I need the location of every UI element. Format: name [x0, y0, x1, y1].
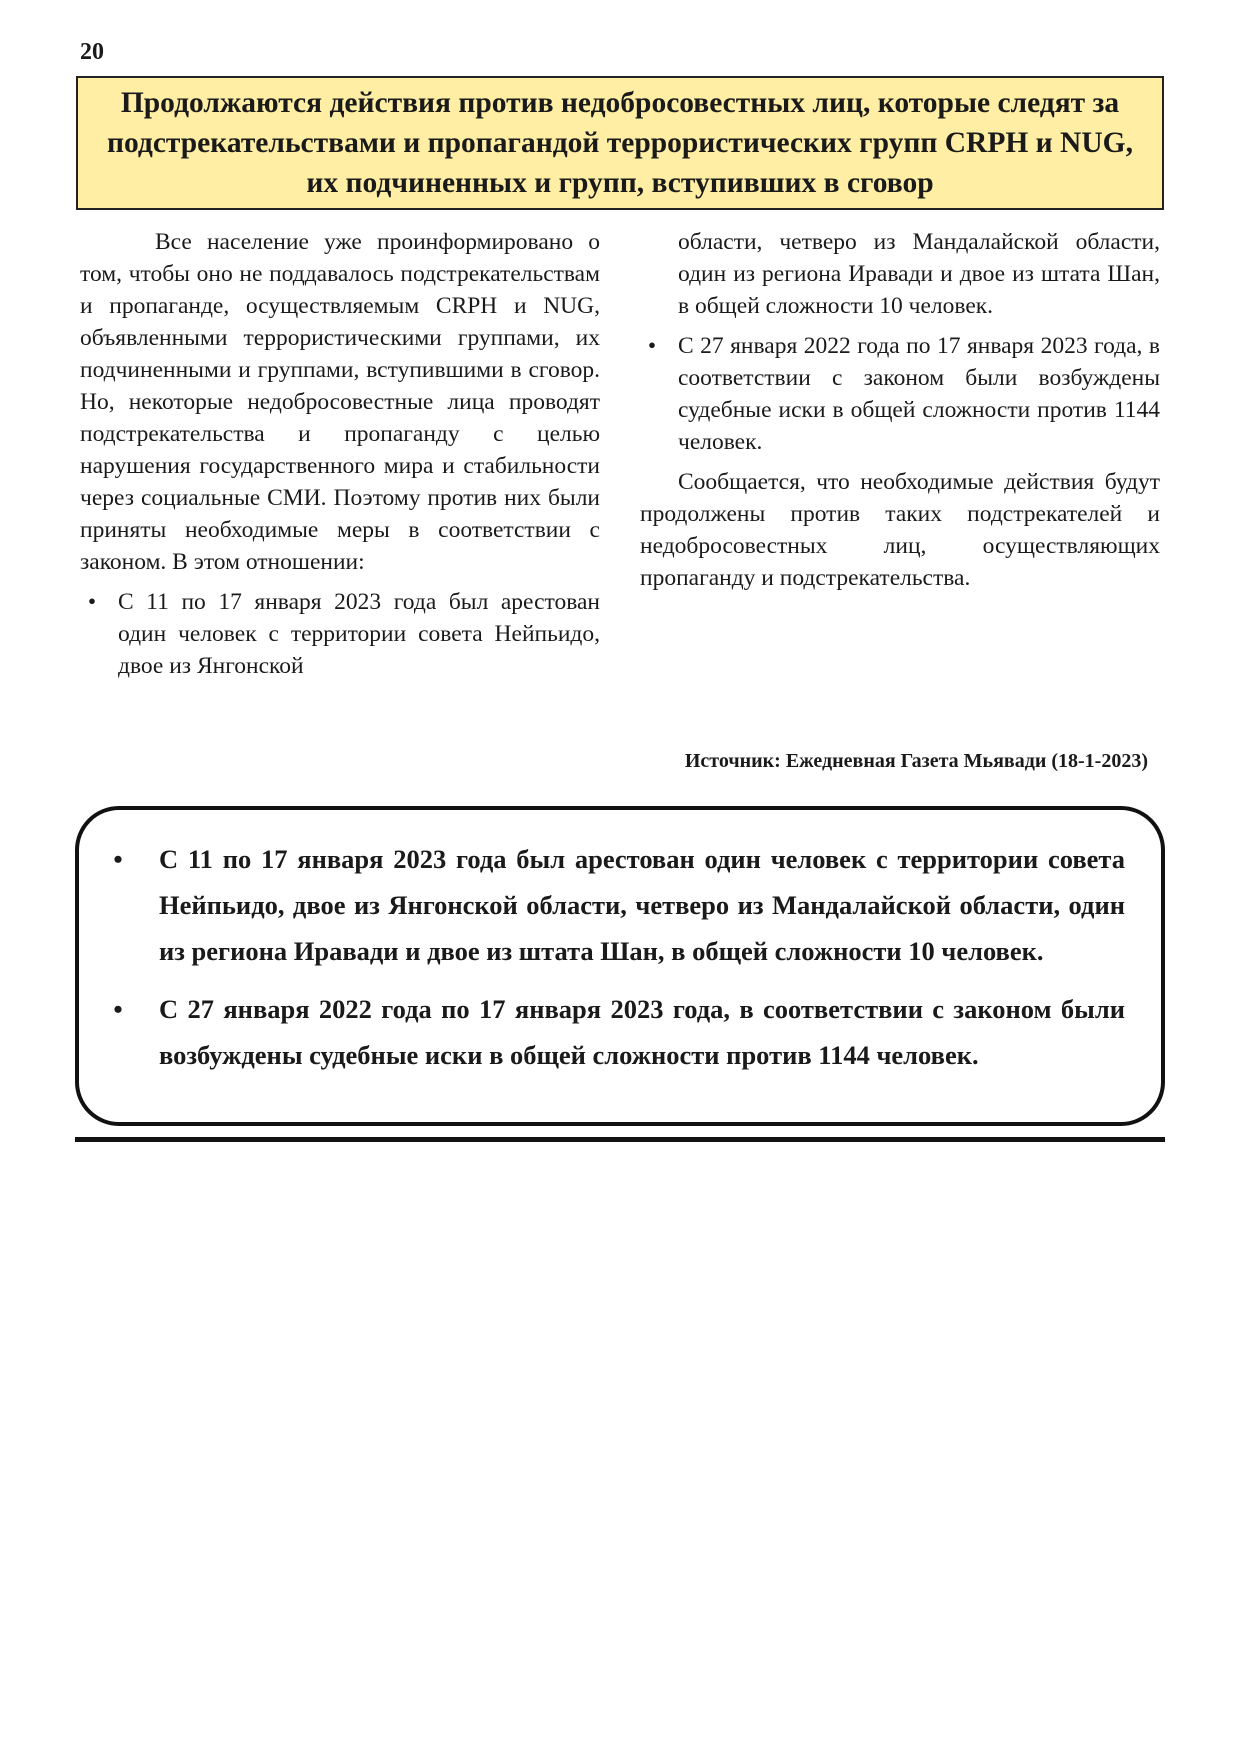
article-bullet-list — [80, 586, 600, 682]
summary-item-text: С 27 января 2022 года по 17 января 2023 года, в соответствии с законом были возбуждены судебные иски в общей сложности против 1144 человек. — [159, 994, 1125, 1070]
source-citation: Источник: Ежедневная Газета Мьявади (18-1-2023) — [684, 750, 1148, 772]
bottom-divider — [75, 1137, 1165, 1142]
list-item — [80, 586, 600, 682]
list-item — [640, 330, 1160, 458]
article-right-column — [640, 226, 1160, 594]
title-box — [76, 76, 1164, 210]
page-title: Продолжаются действия против недобросовестных лиц, которые следят за подстрекательствами и пропагандой террористических групп CRPH и NUG, их подчиненных и групп, вступивших в сговор — [107, 87, 1133, 199]
article-bullet-1-part1: С 11 по 17 января 2023 года был арестован один человек с территории совета Нейпьидо, двое из Янгонской — [118, 589, 600, 679]
bullet-icon: • — [87, 589, 97, 615]
bullet-icon: • — [113, 844, 123, 874]
summary-item-text: С 11 по 17 января 2023 года был арестован один человек с территории совета Нейпьидо, двое из Янгонской области, четверо из Мандалайской области, один из региона Иравади и двое из штата Шан, в общей сложности 10 человек. — [159, 844, 1125, 966]
summary-box — [75, 806, 1165, 1126]
page-number: 20 — [80, 39, 104, 65]
article-closing: Сообщается, что необходимые действия будут продолжены против таких подстрекателей и недобросовестных лиц, осуществляющих пропаганду и подстрекательства. — [640, 469, 1160, 591]
article-bullet-1-part2: области, четверо из Мандалайской области, один из региона Иравади и двое из штата Шан, в общей сложности 10 человек. — [678, 229, 1160, 319]
article-intro: Все население уже проинформировано о том, чтобы оно не поддавалось подстрекательствам и пропаганде, осуществляемым CRPH и NUG, объявленными террористическими группами, их подчиненными и группами, вступившими в сговор. Но, некоторые недобросовестные лица проводят подстрекательства и пропаганду с целью нарушения государственного мира и стабильности через социальные СМИ. Поэтому против них были приняты необходимые меры в соответствии с законом. В этом отношении: — [80, 229, 600, 575]
article-bullet-2: С 27 января 2022 года по 17 января 2023 года, в соответствии с законом были возбуждены судебные иски в общей сложности против 1144 человек. — [678, 333, 1160, 455]
bullet-icon: • — [113, 994, 123, 1024]
summary-item — [99, 986, 1125, 1078]
summary-item — [99, 836, 1125, 974]
article-left-column — [80, 226, 600, 690]
bullet-icon: • — [647, 333, 657, 359]
summary-list — [99, 836, 1125, 1078]
article-bullet-list-continued — [640, 330, 1160, 458]
